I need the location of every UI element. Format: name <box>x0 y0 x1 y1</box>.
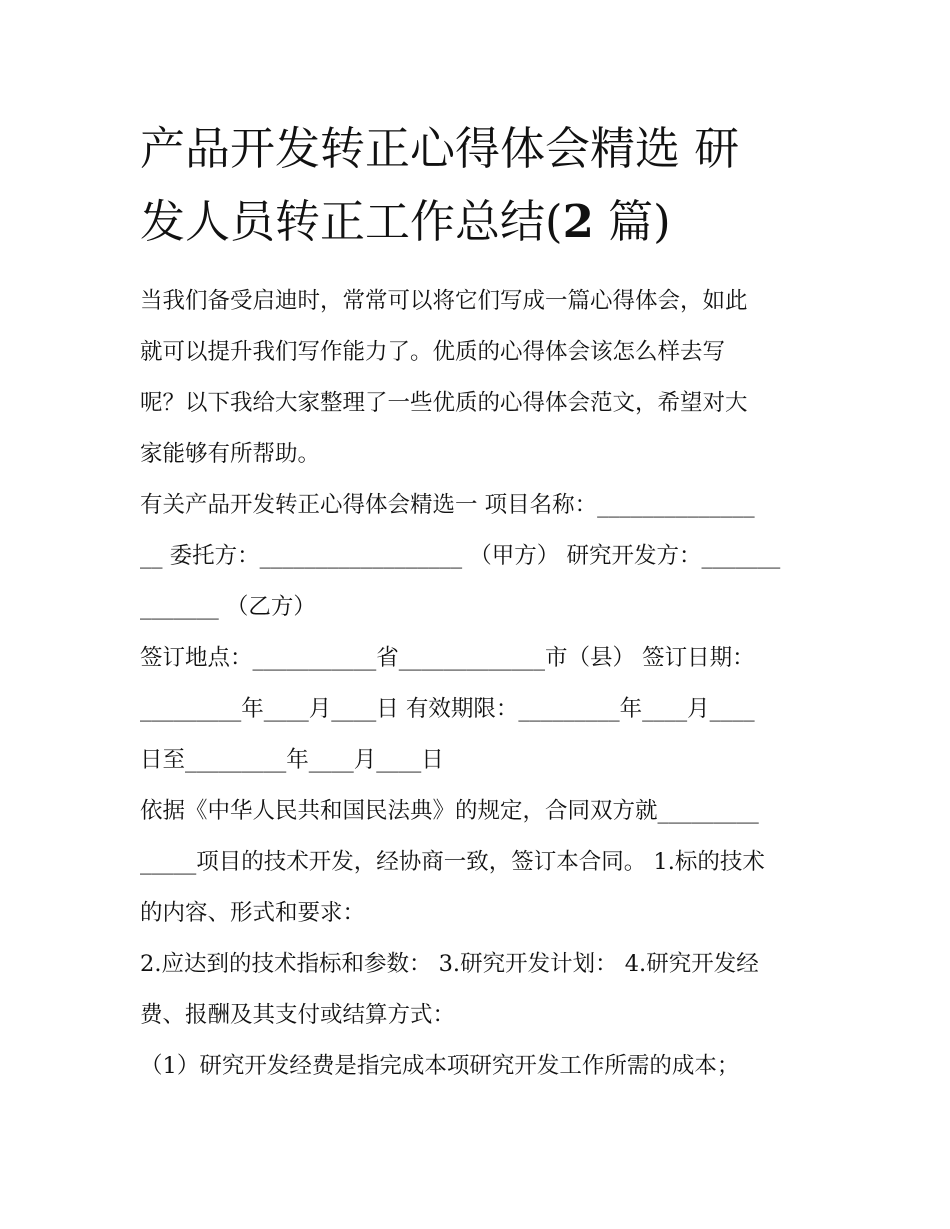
body-line-valid-until: 日至_________年____月____日 <box>140 747 444 773</box>
body-line-intro-4: 家能够有所帮助。 <box>140 441 321 467</box>
body-line-parties: __ 委托方：__________________ （甲方） 研究开发方：_______ <box>140 543 781 569</box>
body-line-intro-3: 呢？以下我给大家整理了一些优质的心得体会范文，希望对大 <box>140 390 748 416</box>
document-body <box>140 276 820 1092</box>
body-line-sign-date: _________年____月____日 有效期限：_________年____月____ <box>140 696 755 722</box>
document-title <box>140 112 830 258</box>
title-line-2-prefix: 发人员转正工作总结( <box>140 195 563 248</box>
body-line-items-2-4: 2.应达到的技术指标和参数： 3.研究开发计划： 4.研究开发经 <box>140 951 759 977</box>
body-line-sign-place: 签订地点：___________省_____________市（县） 签订日期： <box>140 645 755 671</box>
title-line-2-count: 2 <box>562 195 594 248</box>
body-line-intro-2: 就可以提升我们写作能力了。优质的心得体会该怎么样去写 <box>140 339 726 365</box>
body-line-project-name: 有关产品开发转正心得体会精选一 项目名称：______________ <box>140 492 755 518</box>
title-line-2-suffix: 篇) <box>593 195 671 248</box>
body-line-funding-1: （1）研究开发经费是指完成本项研究开发工作所需的成本； <box>140 1053 740 1079</box>
body-line-party-b: _______ （乙方） <box>140 594 316 620</box>
body-line-legal-basis-1: 依据《中华人民共和国民法典》的规定，合同双方就_________ <box>140 798 759 824</box>
title-line-1: 产品开发转正心得体会精选 研 <box>140 122 740 175</box>
body-line-requirements: 的内容、形式和要求： <box>140 900 366 926</box>
body-line-payment: 费、报酬及其支付或结算方式： <box>140 1002 456 1028</box>
body-line-legal-basis-2: _____项目的技术开发，经协商一致，签订本合同。 1.标的技术 <box>140 849 765 875</box>
body-line-intro-1: 当我们备受启迪时，常常可以将它们写成一篇心得体会，如此 <box>140 288 748 314</box>
